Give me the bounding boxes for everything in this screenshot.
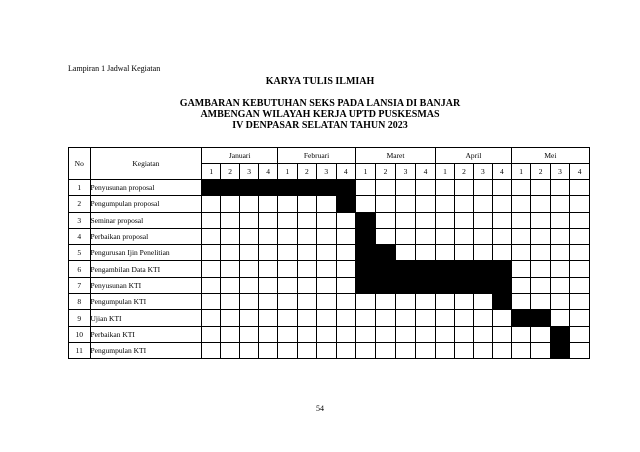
week-cell	[454, 196, 473, 212]
week-cell	[570, 342, 590, 358]
table-row	[69, 326, 590, 342]
gantt-bar-cell	[415, 277, 435, 293]
week-cell	[221, 212, 240, 228]
gantt-bar-cell	[473, 277, 492, 293]
table-row	[69, 212, 590, 228]
week-cell	[297, 212, 316, 228]
week-cell	[454, 326, 473, 342]
activity-name: Ujian KTI	[90, 310, 202, 326]
week-header: 2	[297, 164, 316, 180]
week-cell	[531, 261, 550, 277]
week-cell	[221, 277, 240, 293]
week-cell	[473, 228, 492, 244]
week-cell	[511, 196, 530, 212]
week-cell	[376, 342, 396, 358]
week-cell	[454, 294, 473, 310]
week-cell	[202, 245, 221, 261]
week-cell	[376, 196, 396, 212]
week-cell	[550, 277, 569, 293]
week-cell	[202, 196, 221, 212]
week-cell	[550, 228, 569, 244]
week-cell	[396, 228, 416, 244]
week-cell	[436, 180, 455, 196]
gantt-bar-cell	[356, 245, 376, 261]
gantt-bar-cell	[356, 261, 376, 277]
week-cell	[570, 180, 590, 196]
week-cell	[550, 212, 569, 228]
gantt-bar-cell	[336, 180, 356, 196]
week-header: 3	[317, 164, 336, 180]
week-cell	[278, 245, 297, 261]
week-cell	[240, 212, 259, 228]
week-cell	[415, 180, 435, 196]
month-header: Maret	[356, 148, 436, 164]
week-cell	[278, 261, 297, 277]
week-cell	[396, 180, 416, 196]
gantt-bar-cell	[376, 261, 396, 277]
week-cell	[376, 294, 396, 310]
week-cell	[570, 212, 590, 228]
week-header: 1	[436, 164, 455, 180]
week-cell	[415, 326, 435, 342]
week-cell	[202, 228, 221, 244]
week-header: 3	[396, 164, 416, 180]
gantt-bar-cell	[376, 277, 396, 293]
week-header: 3	[240, 164, 259, 180]
table-row	[69, 196, 590, 212]
week-cell	[240, 261, 259, 277]
activity-name: Penyusunan KTI	[90, 277, 202, 293]
subtitle-line: AMBENGAN WILAYAH KERJA UPTD PUSKESMAS	[200, 109, 440, 120]
week-cell	[259, 228, 278, 244]
week-cell	[570, 196, 590, 212]
week-header: 2	[221, 164, 240, 180]
week-cell	[317, 277, 336, 293]
week-cell	[278, 228, 297, 244]
week-cell	[221, 342, 240, 358]
schedule-body	[69, 180, 590, 359]
table-row	[69, 228, 590, 244]
week-cell	[356, 310, 376, 326]
week-cell	[436, 342, 455, 358]
table-row	[69, 310, 590, 326]
gantt-bar-cell	[221, 180, 240, 196]
week-cell	[511, 261, 530, 277]
row-number: 1	[69, 180, 91, 196]
month-header: April	[436, 148, 512, 164]
week-cell	[531, 326, 550, 342]
schedule-table	[68, 147, 590, 359]
gantt-bar-cell	[454, 261, 473, 277]
week-cell	[531, 294, 550, 310]
week-cell	[221, 294, 240, 310]
week-cell	[473, 310, 492, 326]
week-cell	[550, 180, 569, 196]
week-cell	[336, 294, 356, 310]
subtitle-line: IV DENPASAR SELATAN TAHUN 2023	[232, 120, 408, 131]
week-cell	[492, 196, 511, 212]
week-cell	[278, 212, 297, 228]
week-cell	[259, 310, 278, 326]
week-cell	[240, 245, 259, 261]
week-cell	[376, 326, 396, 342]
week-cell	[259, 196, 278, 212]
gantt-bar-cell	[492, 277, 511, 293]
week-header: 4	[570, 164, 590, 180]
gantt-bar-cell	[259, 180, 278, 196]
week-header: 1	[511, 164, 530, 180]
week-cell	[492, 180, 511, 196]
week-cell	[259, 277, 278, 293]
week-cell	[396, 310, 416, 326]
week-cell	[336, 261, 356, 277]
week-cell	[396, 342, 416, 358]
month-header-row	[69, 148, 590, 164]
activity-name: Perbaikan KTI	[90, 326, 202, 342]
week-cell	[376, 180, 396, 196]
gantt-bar-cell	[436, 261, 455, 277]
subtitle-line: GAMBARAN KEBUTUHAN SEKS PADA LANSIA DI BANJAR	[179, 98, 461, 109]
week-cell	[415, 342, 435, 358]
week-cell	[202, 326, 221, 342]
week-cell	[336, 228, 356, 244]
row-number: 2	[69, 196, 91, 212]
row-number: 11	[69, 342, 91, 358]
gantt-bar-cell	[415, 261, 435, 277]
week-cell	[531, 228, 550, 244]
week-cell	[202, 342, 221, 358]
gantt-bar-cell	[550, 326, 569, 342]
week-header: 2	[531, 164, 550, 180]
week-cell	[297, 342, 316, 358]
week-cell	[396, 196, 416, 212]
week-cell	[221, 228, 240, 244]
week-cell	[240, 326, 259, 342]
activity-name: Penyusunan proposal	[90, 180, 202, 196]
gantt-bar-cell	[356, 212, 376, 228]
week-cell	[492, 228, 511, 244]
week-cell	[317, 261, 336, 277]
week-cell	[240, 342, 259, 358]
week-cell	[531, 342, 550, 358]
week-cell	[473, 180, 492, 196]
week-cell	[473, 196, 492, 212]
gantt-bar-cell	[336, 196, 356, 212]
activity-name: Pengambilan Data KTI	[90, 261, 202, 277]
week-cell	[221, 326, 240, 342]
activity-name: Perbaikan proposal	[90, 228, 202, 244]
week-cell	[336, 212, 356, 228]
week-header: 2	[454, 164, 473, 180]
week-header: 3	[550, 164, 569, 180]
week-cell	[297, 294, 316, 310]
week-cell	[473, 342, 492, 358]
week-cell	[436, 310, 455, 326]
document-title: KARYA TULIS ILMIAH	[265, 76, 375, 87]
page-number: 54	[316, 404, 324, 413]
gantt-bar-cell	[297, 180, 316, 196]
week-cell	[531, 196, 550, 212]
week-cell	[336, 310, 356, 326]
week-cell	[317, 196, 336, 212]
week-cell	[376, 310, 396, 326]
week-cell	[202, 261, 221, 277]
month-header: Mei	[511, 148, 589, 164]
week-cell	[259, 245, 278, 261]
gantt-bar-cell	[492, 261, 511, 277]
week-cell	[317, 326, 336, 342]
week-cell	[454, 310, 473, 326]
week-cell	[376, 212, 396, 228]
week-cell	[336, 245, 356, 261]
activity-name: Seminar proposal	[90, 212, 202, 228]
row-number: 3	[69, 212, 91, 228]
week-cell	[297, 310, 316, 326]
week-cell	[492, 245, 511, 261]
table-row	[69, 180, 590, 196]
week-cell	[436, 228, 455, 244]
week-header: 4	[336, 164, 356, 180]
week-cell	[492, 212, 511, 228]
week-cell	[278, 294, 297, 310]
table-row	[69, 294, 590, 310]
gantt-bar-cell	[396, 277, 416, 293]
week-cell	[336, 342, 356, 358]
week-cell	[454, 342, 473, 358]
week-header: 3	[473, 164, 492, 180]
week-cell	[202, 294, 221, 310]
week-cell	[511, 228, 530, 244]
week-cell	[550, 310, 569, 326]
activity-name: Pengumpulan proposal	[90, 196, 202, 212]
gantt-bar-cell	[396, 261, 416, 277]
week-cell	[221, 196, 240, 212]
appendix-label: Lampiran 1 Jadwal Kegiatan	[68, 64, 161, 73]
week-cell	[259, 342, 278, 358]
week-cell	[511, 326, 530, 342]
week-cell	[550, 196, 569, 212]
week-cell	[297, 196, 316, 212]
week-cell	[356, 294, 376, 310]
week-header: 1	[278, 164, 297, 180]
gantt-bar-cell	[240, 180, 259, 196]
week-cell	[570, 310, 590, 326]
week-cell	[570, 228, 590, 244]
week-cell	[297, 245, 316, 261]
gantt-bar-cell	[356, 228, 376, 244]
week-cell	[531, 245, 550, 261]
week-cell	[297, 277, 316, 293]
week-cell	[415, 310, 435, 326]
week-cell	[317, 228, 336, 244]
week-cell	[356, 342, 376, 358]
week-cell	[415, 228, 435, 244]
activity-name: Pengurusan Ijin Penelitian	[90, 245, 202, 261]
week-cell	[259, 294, 278, 310]
week-cell	[396, 212, 416, 228]
week-cell	[202, 277, 221, 293]
week-cell	[454, 228, 473, 244]
week-cell	[550, 294, 569, 310]
week-cell	[511, 180, 530, 196]
week-header: 2	[376, 164, 396, 180]
week-cell	[396, 326, 416, 342]
activity-name: Pengumpulan KTI	[90, 294, 202, 310]
week-cell	[356, 196, 376, 212]
week-cell	[317, 310, 336, 326]
week-cell	[278, 342, 297, 358]
week-cell	[240, 277, 259, 293]
week-cell	[336, 277, 356, 293]
week-cell	[221, 310, 240, 326]
month-header: Februari	[278, 148, 356, 164]
table-row	[69, 342, 590, 358]
week-cell	[278, 196, 297, 212]
week-cell	[531, 212, 550, 228]
gantt-bar-cell	[356, 277, 376, 293]
week-cell	[473, 212, 492, 228]
week-cell	[511, 212, 530, 228]
row-number: 5	[69, 245, 91, 261]
week-cell	[202, 212, 221, 228]
week-cell	[511, 342, 530, 358]
gantt-bar-cell	[376, 245, 396, 261]
document-subtitle	[0, 98, 640, 131]
activity-name: Pengumpulan KTI	[90, 342, 202, 358]
row-number: 8	[69, 294, 91, 310]
gantt-bar-cell	[317, 180, 336, 196]
week-cell	[202, 310, 221, 326]
week-cell	[317, 294, 336, 310]
row-number: 4	[69, 228, 91, 244]
table-row	[69, 245, 590, 261]
week-cell	[531, 277, 550, 293]
week-header: 4	[492, 164, 511, 180]
no-column-header: No	[69, 148, 91, 180]
week-cell	[317, 212, 336, 228]
week-cell	[336, 326, 356, 342]
week-cell	[278, 277, 297, 293]
week-header: 4	[259, 164, 278, 180]
week-cell	[473, 326, 492, 342]
row-number: 6	[69, 261, 91, 277]
row-number: 10	[69, 326, 91, 342]
week-cell	[259, 326, 278, 342]
gantt-bar-cell	[492, 294, 511, 310]
week-cell	[436, 326, 455, 342]
week-cell	[492, 326, 511, 342]
week-cell	[240, 228, 259, 244]
week-cell	[240, 310, 259, 326]
week-cell	[454, 212, 473, 228]
week-cell	[436, 245, 455, 261]
week-cell	[240, 196, 259, 212]
week-cell	[240, 294, 259, 310]
week-header: 1	[202, 164, 221, 180]
week-cell	[570, 277, 590, 293]
week-cell	[259, 212, 278, 228]
week-cell	[415, 294, 435, 310]
week-cell	[376, 228, 396, 244]
week-cell	[415, 245, 435, 261]
gantt-bar-cell	[278, 180, 297, 196]
week-cell	[317, 342, 336, 358]
week-cell	[396, 294, 416, 310]
week-cell	[492, 342, 511, 358]
week-cell	[317, 245, 336, 261]
gantt-bar-cell	[454, 277, 473, 293]
week-cell	[221, 245, 240, 261]
week-cell	[511, 245, 530, 261]
week-header: 4	[415, 164, 435, 180]
week-cell	[492, 310, 511, 326]
week-cell	[278, 310, 297, 326]
week-cell	[570, 245, 590, 261]
week-cell	[436, 196, 455, 212]
week-cell	[278, 326, 297, 342]
week-cell	[550, 261, 569, 277]
week-cell	[436, 294, 455, 310]
week-cell	[221, 261, 240, 277]
week-cell	[531, 180, 550, 196]
week-cell	[570, 326, 590, 342]
month-header: Januari	[202, 148, 278, 164]
gantt-bar-cell	[473, 261, 492, 277]
week-cell	[570, 294, 590, 310]
week-cell	[570, 261, 590, 277]
gantt-bar-cell	[550, 342, 569, 358]
table-row	[69, 277, 590, 293]
week-cell	[550, 245, 569, 261]
week-cell	[356, 180, 376, 196]
week-cell	[396, 245, 416, 261]
week-cell	[297, 326, 316, 342]
gantt-bar-cell	[436, 277, 455, 293]
week-cell	[415, 196, 435, 212]
week-cell	[511, 277, 530, 293]
week-cell	[297, 261, 316, 277]
week-cell	[454, 245, 473, 261]
week-cell	[473, 294, 492, 310]
week-cell	[259, 261, 278, 277]
week-cell	[436, 212, 455, 228]
week-cell	[473, 245, 492, 261]
gantt-bar-cell	[202, 180, 221, 196]
table-row	[69, 261, 590, 277]
gantt-bar-cell	[531, 310, 550, 326]
week-cell	[297, 228, 316, 244]
week-cell	[454, 180, 473, 196]
gantt-bar-cell	[511, 310, 530, 326]
activity-column-header: Kegiatan	[90, 148, 202, 180]
week-header: 1	[356, 164, 376, 180]
row-number: 7	[69, 277, 91, 293]
week-cell	[356, 326, 376, 342]
row-number: 9	[69, 310, 91, 326]
week-cell	[511, 294, 530, 310]
week-cell	[415, 212, 435, 228]
